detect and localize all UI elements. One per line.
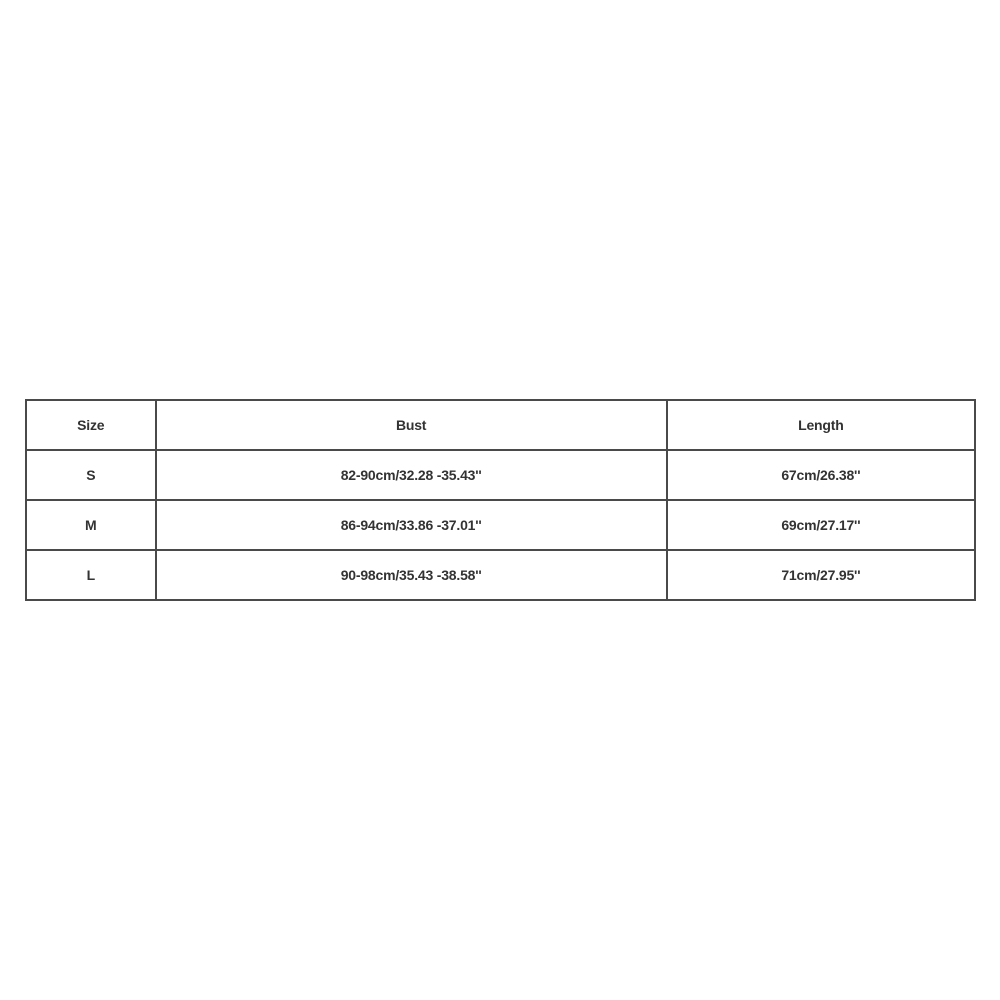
cell-length: 71cm/27.95'' [667,550,975,600]
table-row [26,550,975,600]
cell-size: S [26,450,156,500]
table-row [26,450,975,500]
table-header-row [26,400,975,450]
cell-size: L [26,550,156,600]
header-size: Size [26,400,156,450]
cell-length: 67cm/26.38'' [667,450,975,500]
cell-bust: 86-94cm/33.86 -37.01'' [156,500,667,550]
table-row [26,500,975,550]
header-length: Length [667,400,975,450]
cell-bust: 90-98cm/35.43 -38.58'' [156,550,667,600]
cell-bust: 82-90cm/32.28 -35.43'' [156,450,667,500]
cell-length: 69cm/27.17'' [667,500,975,550]
header-bust: Bust [156,400,667,450]
cell-size: M [26,500,156,550]
size-chart-table [25,399,976,601]
